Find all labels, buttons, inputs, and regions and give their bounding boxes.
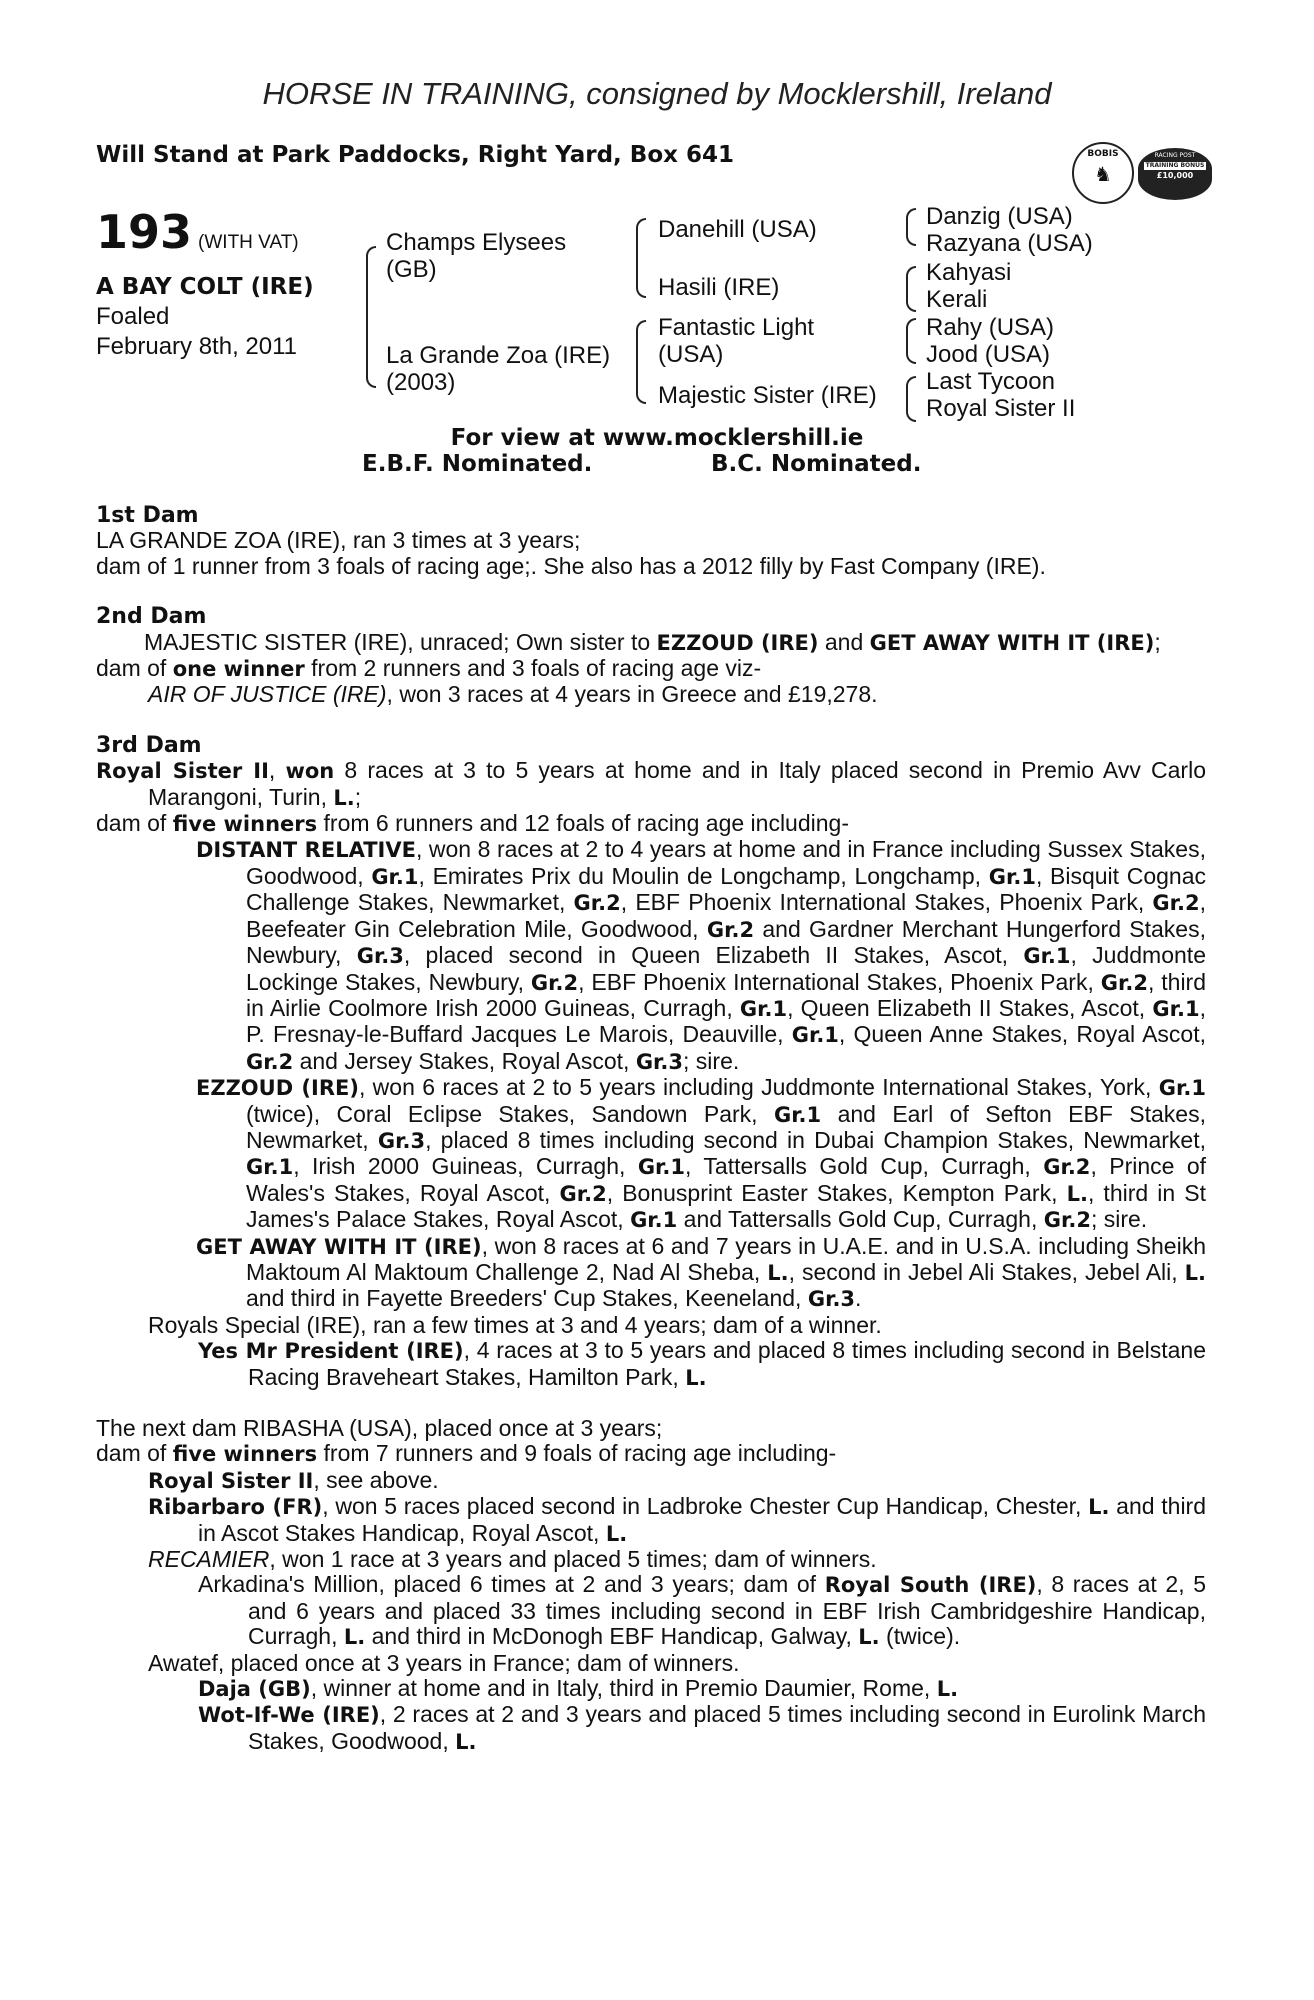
text-run: , EBF Phoenix International Stakes, Phoenix Park, (620, 889, 1153, 916)
bold-text: Gr.3 (635, 1049, 684, 1074)
text-run: , Emirates Prix du Moulin de Longchamp, Longchamp, (418, 862, 989, 889)
bold-text: Gr.1 (1158, 1076, 1206, 1101)
bold-text: Gr.2 (573, 891, 621, 916)
bold-text: Gr.2 (559, 1181, 607, 1206)
bold-text: L. (455, 1729, 477, 1754)
sire: Champs Elysees (GB) (386, 229, 567, 283)
bold-text: Gr.1 (988, 864, 1036, 889)
foaled-date: February 8th, 2011 (96, 333, 298, 360)
bold-text: Gr.3 (377, 1128, 426, 1153)
rp-logo-prize: £10,000 (1156, 171, 1194, 180)
ancestor-g3: Razyana (USA) (926, 230, 1093, 257)
bold-text: Gr.2 (246, 1049, 294, 1074)
third-dam-produce: dam of five winners from 6 runners and 12 foals of racing age including- (96, 810, 849, 837)
text-run: Arkadina's Million, placed 6 times at 2 and 3 years; dam of (198, 1571, 825, 1598)
runner-royal-sister-ii: Royal Sister II, see above. (148, 1466, 439, 1493)
text-run: . (855, 1285, 862, 1312)
text-run: , won 6 races at 2 to 5 years including Juddmonte International Stakes, York, (358, 1074, 1159, 1101)
runner-awatef: Awatef, placed once at 3 years in France; dam of winners. (148, 1649, 740, 1676)
horse-icon: ♞ (1094, 162, 1112, 186)
runner-daja (96, 1676, 1206, 1702)
bold-text: L. (1184, 1260, 1206, 1285)
text-run: and Gardner Merchant Hungerford Stakes, Newbury, (246, 915, 1206, 969)
second-dam-heading: 2nd Dam (96, 604, 207, 630)
bobis-logo-text: BOBIS (1087, 149, 1119, 159)
bold-text: Wot-If-We (IRE) (198, 1703, 380, 1728)
text-run: and Jersey Stakes, Royal Ascot, (293, 1047, 636, 1074)
third-dam-heading: 3rd Dam (96, 732, 202, 758)
text-run: , won 8 races at 6 and 7 years in U.A.E. and in U.S.A. including Sheikh Maktoum Al Maktoum Challenge 2, Nad Al Sheba, (246, 1232, 1206, 1285)
text-run: , Bisquit Cognac Challenge Stakes, Newmarket, (246, 862, 1206, 916)
text-run: , 4 races at 3 to 5 years and placed 8 times including second in Belstane Racing Braveheart Stakes, Hamilton Park, (248, 1337, 1207, 1390)
pedigree-brace (906, 208, 916, 246)
bold-text: DISTANT RELATIVE (196, 838, 416, 863)
second-dam-produce: dam of one winner from 2 runners and 3 foals of racing age viz- (96, 655, 762, 682)
bold-text: L. (767, 1260, 789, 1285)
lot-number-block (96, 205, 299, 259)
bold-text: L. (343, 1625, 366, 1650)
bold-text: Gr.3 (356, 944, 404, 969)
text-run: , Bonusprint Easter Stakes, Kempton Park, (606, 1179, 1067, 1206)
text-run: , won 5 races placed second in Ladbroke Chester Cup Handicap, Chester, (322, 1493, 1089, 1520)
foaled-info (96, 302, 297, 362)
bold-text: Gr.2 (530, 970, 579, 995)
text-run: , third in St James's Palace Stakes, Royal Ascot, (246, 1179, 1207, 1233)
runner-arkadinas-million (96, 1572, 1206, 1650)
bold-text: L. (1088, 1495, 1110, 1520)
bold-text: Gr.1 (246, 1155, 294, 1180)
text-run: (twice). (879, 1623, 961, 1650)
bold-text: Gr.3 (807, 1287, 856, 1312)
racing-post-bonus-logo (1138, 148, 1212, 200)
lot-number: 193 (96, 205, 193, 259)
third-dam-entry: Royal Sister II, won 8 races at 3 to 5 years at home and in Italy placed second in Premio Avv Carlo Marangoni, Turin, L.; (96, 757, 1206, 810)
ancestor-g3: Rahy (USA) (926, 314, 1055, 341)
lot-description: A BAY COLT (IRE) (96, 274, 314, 300)
dam: La Grande Zoa (IRE) (2003) (386, 342, 611, 396)
runner-distant-relative (96, 837, 1206, 1075)
bold-text: L. (858, 1625, 880, 1650)
bold-text: Gr.1 (773, 1102, 822, 1127)
text-run: , EBF Phoenix International Stakes, Phoenix Park, (578, 968, 1101, 995)
bold-text: Gr.2 (1043, 1155, 1091, 1180)
ancestor-g3: Danzig (USA) (926, 203, 1073, 230)
text-run: (twice), Coral Eclipse Stakes, Sandown Park, (246, 1100, 774, 1127)
text-run: , P. Fresnay-le-Buffard Jacques Le Marois, Deauville, (246, 994, 1206, 1048)
bold-text: Gr.1 (1152, 996, 1200, 1021)
page-title: HORSE IN TRAINING, consigned by Mocklershill, Ireland (262, 76, 1052, 111)
text-run: , second in Jebel Ali Stakes, Jebel Ali, (788, 1258, 1185, 1285)
bold-text: L. (685, 1365, 707, 1390)
dam-sire: Fantastic Light (USA) (658, 314, 815, 368)
text-run: and third in Ascot Stakes Handicap, Royal Ascot, (198, 1493, 1207, 1546)
bobis-logo (1072, 142, 1134, 204)
text-run: , Queen Anne Stakes, Royal Ascot, (838, 1021, 1207, 1048)
text-run: and Tattersalls Gold Cup, Curragh, (677, 1206, 1044, 1233)
runner-ezzoud (96, 1075, 1206, 1233)
first-dam-line: dam of 1 runner from 3 foals of racing age;. She also has a 2012 filly by Fast Company (IRE). (96, 552, 1046, 579)
ancestor-g3: Kerali (926, 286, 988, 313)
foaled-label: Foaled (96, 303, 170, 330)
produce-record (96, 503, 1206, 1755)
rp-logo-mid: TRAINING BONUS (1145, 162, 1205, 169)
dam-dam: Majestic Sister (IRE) (658, 382, 877, 409)
runner-royals-special: Royals Special (IRE), ran a few times at 3 and 4 years; dam of a winner. (148, 1311, 882, 1338)
text-run: and third in McDonogh EBF Handicap, Galway, (365, 1623, 859, 1650)
text-run: , 2 races at 2 and 3 years and placed 5 times including second in Eurolink March Stakes, Goodwood, (248, 1701, 1206, 1754)
ancestor-g3: Jood (USA) (926, 341, 1051, 368)
next-dam-entry: The next dam RIBASHA (USA), placed once at 3 years; (96, 1415, 663, 1441)
bold-text: Gr.1 (739, 996, 788, 1021)
pedigree-brace (906, 266, 916, 312)
rp-logo-top: RACING POST (1154, 152, 1196, 159)
bold-text: Gr.2 (1152, 891, 1200, 916)
text-run: and third in Fayette Breeders' Cup Stakes, Keeneland, (246, 1285, 808, 1312)
text-run: , placed second in Queen Elizabeth II Stakes, Ascot, (403, 942, 1024, 969)
sire-dam: Hasili (IRE) (658, 274, 780, 301)
first-dam-heading: 1st Dam (96, 503, 199, 528)
bold-text: Gr.1 (1023, 944, 1071, 969)
stand-location: Will Stand at Park Paddocks, Right Yard, Box 641 (96, 142, 734, 168)
bold-text: Royal South (IRE) (824, 1573, 1037, 1598)
bold-text: Gr.1 (637, 1155, 686, 1180)
second-dam-entry: MAJESTIC SISTER (IRE), unraced; Own sister to EZZOUD (IRE) and GET AWAY WITH IT (IRE); (144, 628, 1161, 655)
text-run: , winner at home and in Italy, third in Premio Daumier, Rome, (310, 1675, 937, 1702)
bold-text: GET AWAY WITH IT (IRE) (196, 1234, 482, 1259)
bold-text: Gr.2 (706, 917, 755, 942)
bold-text: Gr.1 (791, 1023, 839, 1048)
next-dam-produce: dam of five winners from 7 runners and 9 foals of racing age including- (96, 1440, 837, 1467)
bold-text: Gr.2 (1100, 970, 1148, 995)
runner-get-away-with-it (96, 1234, 1206, 1313)
text-run: ; sire. (1090, 1206, 1148, 1233)
text-run: ; sire. (683, 1047, 740, 1074)
bold-text: Gr.1 (371, 864, 419, 889)
second-dam-runner: AIR OF JUSTICE (IRE), won 3 races at 4 years in Greece and £19,278. (148, 681, 878, 708)
vat-label: (WITH VAT) (198, 232, 299, 253)
text-run: , placed 8 times including second in Dubai Champion Stakes, Newmarket, (425, 1126, 1206, 1153)
bold-text: Gr.1 (630, 1208, 678, 1233)
text-run: , Juddmonte Lockinge Stakes, Newbury, (246, 942, 1206, 995)
bold-text: L. (936, 1677, 959, 1702)
bold-text: L. (1066, 1181, 1088, 1206)
bold-text: L. (605, 1521, 628, 1546)
text-run: and Earl of Sefton EBF Stakes, Newmarket, (246, 1100, 1206, 1153)
bold-text: Gr.2 (1043, 1208, 1091, 1233)
text-run: , won 8 races at 2 to 4 years at home and in France including Sussex Stakes, Goodwood, (246, 836, 1206, 889)
runner-wot-if-we (96, 1702, 1206, 1755)
ancestor-g3: Royal Sister II (926, 395, 1076, 422)
text-run: , third in Airlie Coolmore Irish 2000 Guineas, Curragh, (246, 968, 1207, 1021)
pedigree-brace (366, 246, 376, 388)
runner-recamier: RECAMIER, won 1 race at 3 years and placed 5 times; dam of winners. (148, 1546, 877, 1573)
view-website: For view at www.mocklershill.ie (450, 425, 864, 451)
bold-text: EZZOUD (IRE) (196, 1076, 359, 1101)
text-run: , 8 races at 2, 5 and 6 years and placed 33 times including second in EBF Irish Cambridgeshire Handicap, Curragh, (248, 1571, 1206, 1650)
ancestor-g3: Kahyasi (926, 259, 1012, 286)
sire-sire: Danehill (USA) (658, 216, 817, 243)
text-run: , Prince of Wales's Stakes, Royal Ascot, (246, 1153, 1207, 1206)
pedigree-brace (636, 320, 646, 404)
bold-text: Yes Mr President (IRE) (198, 1339, 464, 1364)
pedigree-brace (906, 376, 916, 422)
text-run: , Irish 2000 Guineas, Curragh, (293, 1153, 638, 1180)
ancestor-g3: Last Tycoon (926, 368, 1055, 395)
runner-ribarbaro (96, 1494, 1206, 1547)
text-run: , Tattersalls Gold Cup, Curragh, (685, 1153, 1044, 1180)
ebf-nomination: E.B.F. Nominated. (362, 451, 593, 477)
first-dam-line: LA GRANDE ZOA (IRE), ran 3 times at 3 years; (96, 527, 581, 554)
bold-text: Daja (GB) (198, 1677, 311, 1702)
bold-text: Ribarbaro (FR) (148, 1495, 323, 1520)
pedigree-brace (636, 218, 646, 298)
runner-yes-mr-president (96, 1338, 1206, 1391)
bc-nomination: B.C. Nominated. (711, 451, 922, 477)
text-run: , Beefeater Gin Celebration Mile, Goodwood, (246, 889, 1206, 942)
text-run: , Queen Elizabeth II Stakes, Ascot, (787, 994, 1153, 1021)
pedigree-brace (906, 318, 916, 364)
